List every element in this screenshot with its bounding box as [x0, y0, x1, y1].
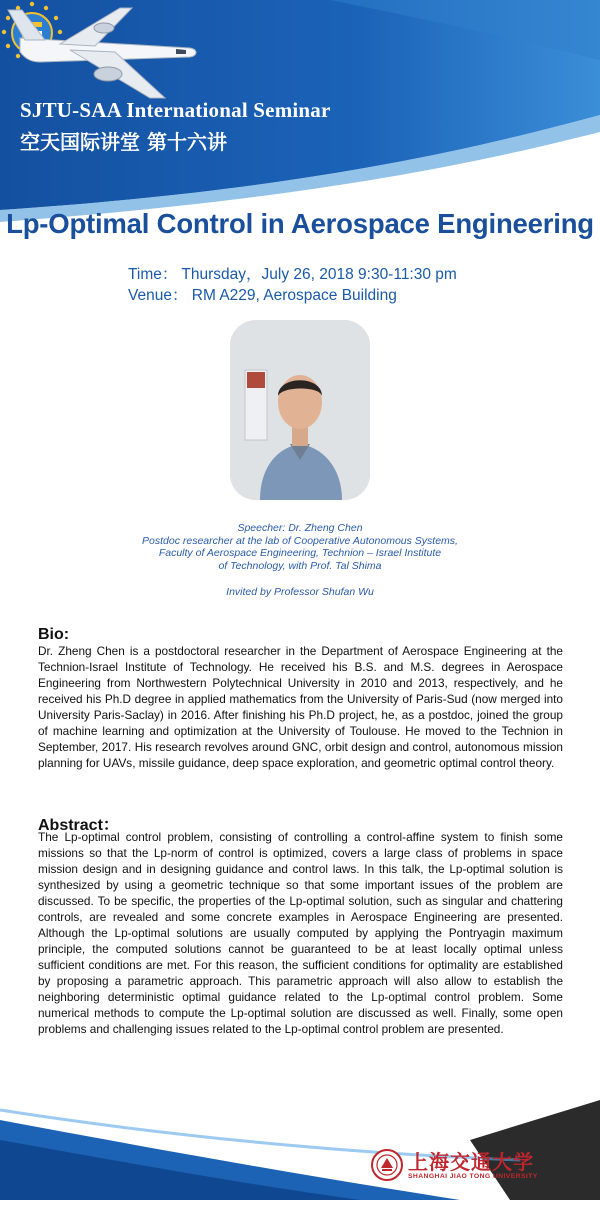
speaker-position: Postdoc researcher at the lab of Cooperative Autonomous Systems,	[142, 534, 458, 547]
sjtu-emblem-icon	[370, 1148, 404, 1182]
speaker-institution: of Technology, with Prof. Tal Shima	[218, 559, 382, 572]
airplane-icon	[0, 0, 200, 110]
speaker-faculty: Faculty of Aerospace Engineering, Technion – Israel Institute	[158, 547, 442, 559]
speaker-photo	[230, 320, 370, 500]
bio-heading: Bio:	[38, 626, 70, 643]
talk-time: Time： Thursday，July 26, 2018 9:30-11:30 pm	[128, 266, 457, 283]
university-name-cn: 上海交通大学	[408, 1150, 534, 1174]
abstract-heading: Abstract：	[38, 817, 119, 834]
abstract-text: The Lp-optimal control problem, consisting of controlling a control-affine system to finish some missions so that the Lp-norm of control is optimized, covers a large class of problems in space mission design and in designing guidance and control laws. In this talk, the Lp-optimal solution is synthesized by using a geometric technique so that some important issues of the problem are discussed. To be specific, the properties of the Lp-optimal solution, such as singular and chattering controls, are revealed and some concrete examples in Aerospace Engineering are presented. Although the Lp-optimal solutions are usually computed by applying the Pontryagin maximum principle, the computed solutions cannot be guaranteed to be at least locally optimal unless sufficient conditions are met. For this reason, the sufficient conditions for optimality are established by proposing a parametric approach. This parametric approach will also allow to establish the neighboring deterministic optimal guidance related to the Lp-optimal control problem. Some numerical methods to compute the Lp-optimal solution are discussed as well. Finally, some open problems and challenging issues related to the Lp-optimal control problem are presented.	[38, 830, 563, 1036]
talk-title: Lp-Optimal Control in Aerospace Engineering	[6, 208, 594, 239]
university-name-en: SHANGHAI JIAO TONG UNIVERSITY	[408, 1173, 538, 1180]
footer-band	[0, 1080, 600, 1200]
seminar-title-cn: 空天国际讲堂 第十六讲	[20, 130, 227, 154]
speaker-name: Speecher: Dr. Zheng Chen	[237, 522, 363, 534]
seminar-title-en: SJTU-SAA International Seminar	[20, 98, 331, 122]
speaker-info	[100, 522, 500, 572]
speaker-portrait	[230, 320, 370, 500]
talk-venue: Venue： RM A229, Aerospace Building	[128, 287, 397, 304]
bio-text: Dr. Zheng Chen is a postdoctoral researcher in the Department of Aerospace Engineering at the Technion-Israel Institute of Technology. He received his B.S. and M.S. degrees in Aerospace Engineering from Northwestern Polytechnical University in 2010 and 2013, respectively, and he received his Ph.D degree in applied mathematics from the University of Paris-Sud (now merged into University Paris-Saclay) in 2016. After finishing his Ph.D project, he, as a postdoc, joined the group of machine learning and optimization at the University of Toulouse. He moved to the Technion in September, 2017. His research revolves around GNC, orbit design and control, autonomous mission planning for UAVs, missile guidance, deep space exploration, and geometric optimal control theory.	[38, 644, 563, 770]
footer-background	[0, 1080, 600, 1200]
header-banner	[0, 0, 600, 230]
invited-by: Invited by Professor Shufan Wu	[226, 586, 374, 598]
